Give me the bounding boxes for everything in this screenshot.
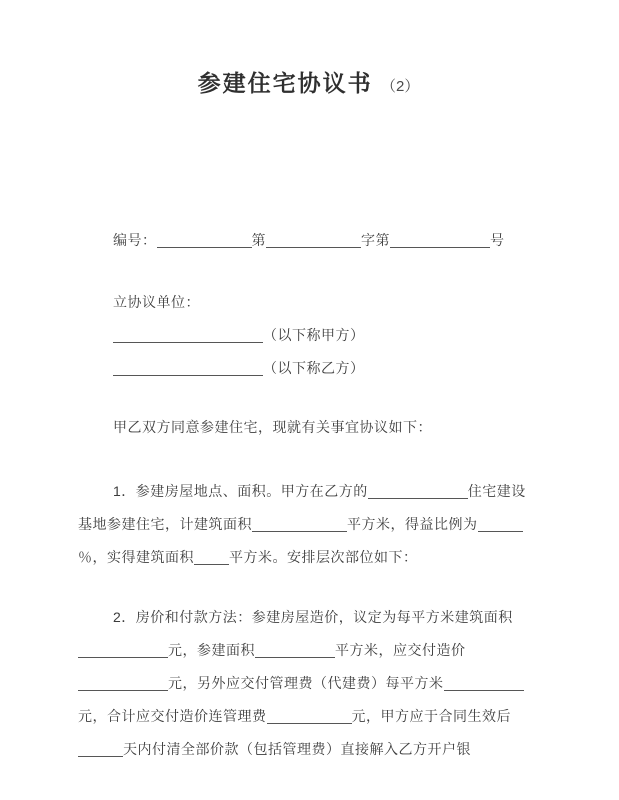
blank-underline <box>78 643 168 658</box>
text-run: 字第 <box>361 232 390 248</box>
blank-underline <box>478 517 523 532</box>
text-run: 平方米，得益比例为 <box>347 516 478 532</box>
text-run: 2．房价和付款方法：参建房屋造价，议定为每平方米建筑面积 <box>113 609 513 625</box>
preamble-line: 甲乙双方同意参建住宅，现就有关事宜协议如下： <box>113 419 432 435</box>
blank-underline <box>113 328 263 343</box>
text-run: 号 <box>490 232 505 248</box>
document-number-line <box>78 224 539 257</box>
text-run: 住宅建设基地参建住宅，计建筑面积 <box>78 483 526 532</box>
text-run: （以下称乙方） <box>263 360 365 376</box>
blank-underline <box>266 233 361 248</box>
clause-2 <box>78 601 539 766</box>
blank-underline <box>368 484 468 499</box>
document-title <box>78 68 539 102</box>
blank-underline <box>78 742 123 757</box>
blank-underline <box>113 361 263 376</box>
blank-underline <box>78 676 168 691</box>
text-run: 平方米。安排层次部位如下： <box>229 549 418 565</box>
blank-underline <box>267 709 352 724</box>
party-b-line <box>78 352 539 385</box>
text-run: 1．参建房屋地点、面积。甲方在乙方的 <box>113 483 368 499</box>
blank-underline <box>390 233 490 248</box>
document-title-text: 参建住宅协议书 <box>197 70 373 96</box>
blank-underline <box>444 676 524 691</box>
blank-underline <box>157 233 252 248</box>
text-run: 元，合计应交付造价连管理费 <box>78 708 267 724</box>
document-title-suffix: （2） <box>381 78 420 95</box>
text-run: ％，实得建筑面积 <box>78 549 194 565</box>
text-run: 元，甲方应于合同生效后 <box>351 708 511 724</box>
blank-underline <box>255 643 335 658</box>
text-run: 元，另外应交付管理费（代建费）每平方米 <box>168 675 444 691</box>
parties-label: 立协议单位： <box>113 294 200 310</box>
text-run: 编号： <box>113 232 157 248</box>
text-run: （以下称甲方） <box>263 327 365 343</box>
text-run: 天内付清全部价款（包括管理费）直接解入乙方开户银 <box>123 741 471 757</box>
clause-1 <box>78 475 539 574</box>
text-run: 元，参建面积 <box>168 642 255 658</box>
blank-underline <box>194 550 229 565</box>
party-a-line <box>78 319 539 352</box>
blank-underline <box>252 517 347 532</box>
text-run: 第 <box>251 232 266 248</box>
text-run: 平方米，应交付造价 <box>335 642 466 658</box>
